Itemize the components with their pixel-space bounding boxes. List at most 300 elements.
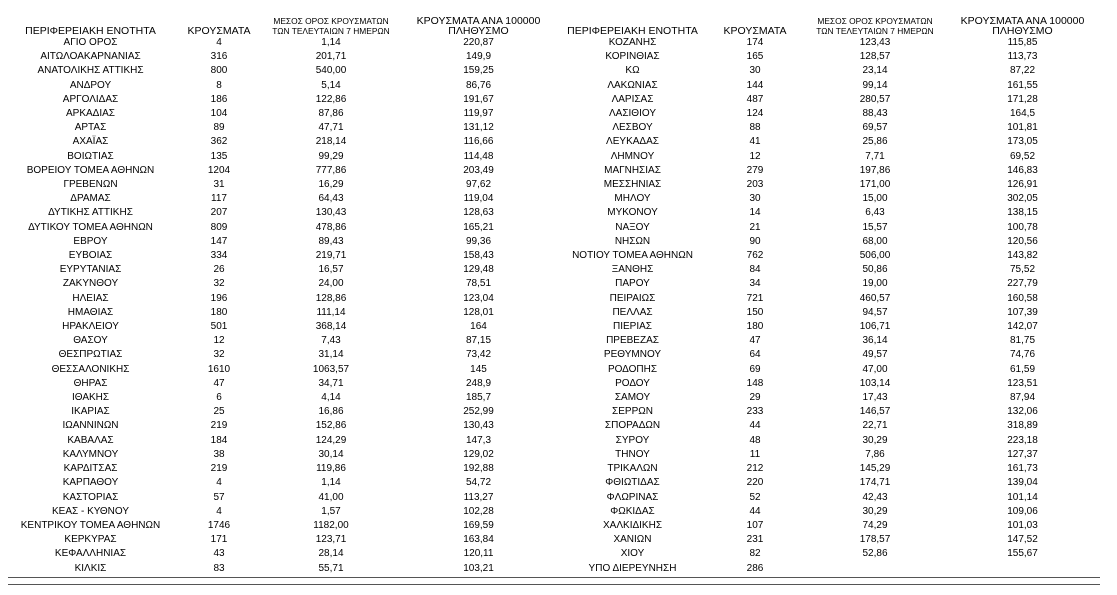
cell-cases: 150 <box>746 306 764 318</box>
header-per100k <box>945 12 1100 36</box>
cell-avg7: 22,71 <box>862 420 888 432</box>
header-avg7-line2: ΤΩΝ ΤΕΛΕΥΤΑΙΩΝ 7 ΗΜΕΡΩΝ <box>272 26 390 36</box>
cell-region: ΔΥΤΙΚΗΣ ΑΤΤΙΚΗΣ <box>48 207 133 219</box>
cell-cases: 171 <box>210 534 228 546</box>
cell-per100k: 87,15 <box>465 335 492 347</box>
table-row <box>8 348 560 362</box>
cell-per100k: 101,81 <box>1007 122 1038 134</box>
cell-region: ΗΛΕΙΑΣ <box>72 292 109 304</box>
cell-region: ΑΓΙΟ ΟΡΟΣ <box>63 37 118 48</box>
table-row <box>560 93 1100 107</box>
cell-region: ΣΑΜΟΥ <box>614 392 651 404</box>
cell-cases: 48 <box>749 434 761 446</box>
cell-region: ΘΑΣΟΥ <box>73 335 108 347</box>
cell-cases: 184 <box>210 434 228 446</box>
cell-per100k: 101,03 <box>1007 519 1038 531</box>
table-row <box>560 263 1100 277</box>
cell-region: ΙΩΑΝΝΙΝΩΝ <box>62 420 119 432</box>
cell-cases: 44 <box>749 420 761 432</box>
cell-per100k: 155,67 <box>1007 548 1038 560</box>
cell-avg7: 178,57 <box>859 534 891 546</box>
cell-avg7: 94,57 <box>862 306 888 318</box>
footer-divider <box>8 577 1100 578</box>
table-row <box>8 178 560 192</box>
cell-cases: 233 <box>746 406 764 418</box>
table-row <box>8 533 560 547</box>
cell-per100k: 54,72 <box>465 477 492 489</box>
table-row <box>560 249 1100 263</box>
cell-cases: 231 <box>746 534 764 546</box>
cell-per100k: 131,12 <box>463 122 494 134</box>
table-row <box>8 192 560 206</box>
cell-region: ΘΕΣΠΡΩΤΙΑΣ <box>58 349 123 361</box>
cell-avg7: 30,29 <box>862 505 888 517</box>
header-cases: ΚΡΟΥΣΜΑΤΑ <box>723 25 787 36</box>
cell-per100k: 114,48 <box>463 150 494 162</box>
cell-per100k: 123,04 <box>463 292 494 304</box>
cell-cases: 207 <box>210 207 228 219</box>
table-row <box>560 50 1100 64</box>
cell-avg7: 87,86 <box>318 108 344 120</box>
cell-avg7: 16,29 <box>318 179 344 191</box>
table-row <box>560 306 1100 320</box>
cell-per100k <box>945 562 1100 576</box>
header-region: ΠΕΡΙΦΕΡΕΙΑΚΗ ΕΝΟΤΗΤΑ <box>567 25 698 36</box>
cell-avg7: 1063,57 <box>312 363 350 375</box>
cell-per100k: 123,51 <box>1007 377 1038 389</box>
cell-region: ΚΑΒΑΛΑΣ <box>67 434 114 446</box>
cell-avg7: 130,43 <box>315 207 347 219</box>
cell-cases: 220 <box>746 477 764 489</box>
cell-region: ΠΑΡΟΥ <box>615 278 650 290</box>
table-row <box>560 221 1100 235</box>
table-row <box>8 462 560 476</box>
table-row <box>560 320 1100 334</box>
cell-cases: 38 <box>213 448 225 460</box>
cell-per100k: 145 <box>470 363 487 375</box>
cell-region: ΘΗΡΑΣ <box>73 377 108 389</box>
cell-cases: 83 <box>213 562 225 574</box>
cell-avg7: 28,14 <box>318 548 344 560</box>
cell-cases: 487 <box>746 93 764 105</box>
cell-avg7: 1,57 <box>321 505 341 517</box>
cell-region: ΛΕΥΚΑΔΑΣ <box>606 136 659 148</box>
cell-per100k: 159,25 <box>463 65 494 77</box>
cell-region: ΔΡΑΜΑΣ <box>70 193 111 205</box>
cell-cases: 196 <box>210 292 228 304</box>
cell-region: ΧΙΟΥ <box>620 548 645 560</box>
cell-avg7: 219,71 <box>315 250 347 262</box>
cell-per100k: 99,36 <box>465 235 492 247</box>
header-per100k-line2: ΠΛΗΘΥΣΜΟ <box>448 25 509 36</box>
cell-per100k: 102,28 <box>463 505 494 517</box>
cell-cases: 25 <box>213 406 225 418</box>
cell-avg7: 31,14 <box>318 349 344 361</box>
table-row <box>560 64 1100 78</box>
cell-avg7: 777,86 <box>315 164 347 176</box>
cell-avg7: 111,14 <box>316 306 346 318</box>
cell-region: ΑΙΤΩΛΟΑΚΑΡΝΑΝΙΑΣ <box>40 51 141 63</box>
cell-per100k: 81,75 <box>1009 335 1036 347</box>
cell-avg7: 540,00 <box>315 65 347 77</box>
cell-per100k: 248,9 <box>465 377 492 389</box>
cell-region: ΜΑΓΝΗΣΙΑΣ <box>604 164 661 176</box>
cell-avg7: 1182,00 <box>313 519 349 531</box>
table-row <box>8 150 560 164</box>
cell-per100k: 143,82 <box>1007 250 1038 262</box>
cell-region: ΙΚΑΡΙΑΣ <box>71 406 110 418</box>
cell-avg7: 1,14 <box>321 37 341 48</box>
cell-region: ΧΑΛΚΙΔΙΚΗΣ <box>603 519 662 531</box>
cell-region: ΦΛΩΡΙΝΑΣ <box>606 491 659 503</box>
cell-avg7: 123,43 <box>859 37 891 48</box>
cell-region: ΛΕΣΒΟΥ <box>612 122 653 134</box>
table-row <box>560 292 1100 306</box>
cell-avg7: 106,71 <box>859 321 891 333</box>
cell-avg7: 64,43 <box>318 193 344 205</box>
table-row <box>8 249 560 263</box>
cell-region: ΚΕΝΤΡΙΚΟΥ ΤΟΜΕΑ ΑΘΗΝΩΝ <box>20 519 161 531</box>
cell-avg7: 103,14 <box>859 377 891 389</box>
header-per100k-line2: ΠΛΗΘΥΣΜΟ <box>992 25 1053 36</box>
cell-per100k: 160,58 <box>1007 292 1038 304</box>
cell-per100k: 164,5 <box>1009 108 1036 120</box>
table-row <box>8 476 560 490</box>
cell-per100k: 158,43 <box>463 250 494 262</box>
table-row <box>8 235 560 249</box>
cell-region: ΜΕΣΣΗΝΙΑΣ <box>603 179 662 191</box>
table-row <box>8 221 560 235</box>
cell-per100k: 109,06 <box>1007 505 1038 517</box>
table-row <box>560 135 1100 149</box>
cell-region: ΕΥΡΥΤΑΝΙΑΣ <box>59 264 122 276</box>
cell-per100k: 120,56 <box>1007 235 1038 247</box>
cell-region: ΜΗΛΟΥ <box>614 193 651 205</box>
cell-per100k: 69,52 <box>1009 150 1036 162</box>
cell-region: ΡΕΘΥΜΝΟΥ <box>603 349 662 361</box>
cell-cases: 212 <box>746 463 764 475</box>
cell-cases: 4 <box>216 477 222 489</box>
cell-per100k: 75,52 <box>1009 264 1036 276</box>
table-row <box>560 419 1100 433</box>
cell-avg7: 23,14 <box>862 65 888 77</box>
cell-per100k: 103,21 <box>463 562 494 574</box>
cases-table-left <box>8 12 560 576</box>
cell-cases: 1610 <box>207 363 231 375</box>
table-row <box>8 391 560 405</box>
cell-per100k: 227,79 <box>1007 278 1038 290</box>
header-avg7-line2: ΤΩΝ ΤΕΛΕΥΤΑΙΩΝ 7 ΗΜΕΡΩΝ <box>816 26 934 36</box>
cell-avg7: 145,29 <box>859 463 891 475</box>
table-row <box>8 419 560 433</box>
cell-per100k: 161,55 <box>1007 79 1038 91</box>
cell-per100k: 161,73 <box>1007 463 1038 475</box>
cell-cases: 12 <box>213 335 225 347</box>
cell-avg7: 123,71 <box>315 534 347 546</box>
cell-avg7: 24,00 <box>318 278 344 290</box>
cell-region: ΛΑΚΩΝΙΑΣ <box>607 79 658 91</box>
cell-cases: 279 <box>746 164 764 176</box>
cell-cases: 721 <box>746 292 764 304</box>
table-row <box>8 263 560 277</box>
cell-avg7: 7,71 <box>865 150 885 162</box>
cell-avg7: 47,71 <box>318 122 344 134</box>
cell-avg7: 89,43 <box>318 235 344 247</box>
cell-per100k: 87,22 <box>1009 65 1036 77</box>
cell-per100k: 169,59 <box>463 519 494 531</box>
table-row <box>560 206 1100 220</box>
cell-region: ΣΥΡΟΥ <box>615 434 650 446</box>
table-row <box>560 434 1100 448</box>
cell-region: ΚΕΡΚΥΡΑΣ <box>64 534 117 546</box>
table-row <box>560 505 1100 519</box>
cell-avg7: 49,57 <box>862 349 888 361</box>
cell-region: ΗΡΑΚΛΕΙΟΥ <box>62 321 119 333</box>
cell-avg7: 25,86 <box>862 136 888 148</box>
cell-cases: 219 <box>210 420 228 432</box>
cell-per100k: 115,85 <box>1007 37 1038 48</box>
header-row <box>8 12 560 36</box>
table-row <box>8 93 560 107</box>
cell-per100k: 113,27 <box>463 491 494 503</box>
cell-avg7: 17,43 <box>862 392 888 404</box>
cell-cases: 44 <box>749 505 761 517</box>
table-row <box>8 547 560 561</box>
cell-per100k: 302,05 <box>1007 193 1038 205</box>
table-row <box>8 320 560 334</box>
cell-cases: 21 <box>749 221 761 233</box>
cell-region: ΚΑΛΥΜΝΟΥ <box>62 448 119 460</box>
cell-cases: 144 <box>746 79 764 91</box>
cell-cases: 84 <box>749 264 761 276</box>
cell-cases: 4 <box>216 505 222 517</box>
table-row <box>560 533 1100 547</box>
cell-cases: 47 <box>749 335 761 347</box>
table-row <box>8 107 560 121</box>
cell-region: ΣΠΟΡΑΔΩΝ <box>604 420 661 432</box>
table-row <box>560 178 1100 192</box>
cell-region: ΕΒΡΟΥ <box>73 235 108 247</box>
cell-region: ΝΟΤΙΟΥ ΤΟΜΕΑ ΑΘΗΝΩΝ <box>572 250 693 262</box>
table-body-left <box>8 36 560 576</box>
cell-cases: 89 <box>213 122 225 134</box>
table-row <box>8 64 560 78</box>
cell-avg7: 280,57 <box>859 93 891 105</box>
cell-cases: 52 <box>749 491 761 503</box>
cell-avg7: 99,14 <box>862 79 888 91</box>
cell-region: ΚΩ <box>625 65 640 77</box>
cell-region: ΑΝΔΡΟΥ <box>69 79 112 91</box>
cell-region: ΑΡΓΟΛΙΔΑΣ <box>62 93 119 105</box>
cell-region: ΒΟΡΕΙΟΥ ΤΟΜΕΑ ΑΘΗΝΩΝ <box>26 164 155 176</box>
cell-cases: 124 <box>746 108 764 120</box>
cell-avg7: 15,00 <box>862 193 888 205</box>
cell-per100k: 139,04 <box>1007 477 1038 489</box>
cell-region: ΒΟΙΩΤΙΑΣ <box>67 150 114 162</box>
cell-cases: 32 <box>213 349 225 361</box>
cell-per100k: 87,94 <box>1009 392 1036 404</box>
cell-cases: 180 <box>210 306 228 318</box>
cell-region: ΕΥΒΟΙΑΣ <box>68 250 113 262</box>
header-avg7-line1: ΜΕΣΟΣ ΟΡΟΣ ΚΡΟΥΣΜΑΤΩΝ <box>273 16 389 26</box>
table-row <box>560 192 1100 206</box>
table-row <box>8 334 560 348</box>
cell-per100k: 147,52 <box>1007 534 1038 546</box>
cell-avg7: 201,71 <box>315 51 347 63</box>
table-row <box>560 107 1100 121</box>
cell-avg7: 30,14 <box>318 448 344 460</box>
cell-per100k: 203,49 <box>463 164 494 176</box>
cell-avg7: 99,29 <box>318 150 344 162</box>
table-row <box>560 363 1100 377</box>
cell-avg7: 42,43 <box>862 491 888 503</box>
cell-per100k: 119,04 <box>463 193 494 205</box>
table-row <box>560 405 1100 419</box>
cell-region: ΘΕΣΣΑΛΟΝΙΚΗΣ <box>51 363 130 375</box>
cell-region: ΗΜΑΘΙΑΣ <box>67 306 114 318</box>
header-region: ΠΕΡΙΦΕΡΕΙΑΚΗ ΕΝΟΤΗΤΑ <box>25 25 156 36</box>
cell-region: ΦΩΚΙΔΑΣ <box>610 505 655 517</box>
cell-per100k: 163,84 <box>463 534 494 546</box>
cell-cases: 800 <box>210 65 228 77</box>
cell-avg7: 34,71 <box>318 377 344 389</box>
cell-per100k: 192,88 <box>463 463 494 475</box>
table-row <box>8 292 560 306</box>
cell-cases: 117 <box>211 193 227 205</box>
cell-avg7: 50,86 <box>862 264 888 276</box>
cell-cases: 362 <box>210 136 228 148</box>
cell-cases: 43 <box>213 548 225 560</box>
cell-per100k: 61,59 <box>1009 363 1036 375</box>
table-row <box>8 363 560 377</box>
cell-avg7: 218,14 <box>315 136 347 148</box>
cell-region: ΠΡΕΒΕΖΑΣ <box>606 335 659 347</box>
cell-per100k: 120,11 <box>463 548 494 560</box>
cell-region: ΚΟΡΙΝΘΙΑΣ <box>605 51 660 63</box>
cell-region: ΑΡΤΑΣ <box>74 122 107 134</box>
header-avg7 <box>265 12 397 36</box>
table-row <box>560 150 1100 164</box>
cell-region: ΤΗΝΟΥ <box>615 448 650 460</box>
cell-per100k: 318,89 <box>1007 420 1038 432</box>
cell-per100k: 101,14 <box>1007 491 1038 503</box>
cell-avg7: 6,43 <box>865 207 885 219</box>
cell-per100k: 252,99 <box>463 406 494 418</box>
cell-region: ΛΑΣΙΘΙΟΥ <box>609 108 656 120</box>
cell-avg7: 15,57 <box>862 221 888 233</box>
table-row <box>8 306 560 320</box>
cell-region: ΦΘΙΩΤΙΔΑΣ <box>605 477 660 489</box>
cell-per100k: 138,15 <box>1007 207 1038 219</box>
cell-cases: 30 <box>749 193 761 205</box>
cell-avg7: 19,00 <box>862 278 888 290</box>
cell-per100k: 142,07 <box>1007 321 1038 333</box>
table-row <box>8 206 560 220</box>
cell-cases: 82 <box>749 548 761 560</box>
cell-region: ΥΠΟ ΔΙΕΡΕΥΝΗΣΗ <box>588 562 677 574</box>
cell-avg7: 47,00 <box>862 363 888 375</box>
cell-cases: 219 <box>210 463 228 475</box>
cell-avg7: 197,86 <box>859 164 891 176</box>
cell-per100k: 132,06 <box>1007 406 1038 418</box>
cell-cases: 174 <box>746 37 764 48</box>
cell-cases: 90 <box>749 235 761 247</box>
table-body-right <box>560 36 1100 576</box>
cell-per100k: 164 <box>470 321 487 333</box>
cell-cases: 69 <box>749 363 761 375</box>
table-row <box>560 79 1100 93</box>
table-row <box>560 547 1100 561</box>
cell-region: ΛΑΡΙΣΑΣ <box>611 93 654 105</box>
table-row <box>560 462 1100 476</box>
table-row <box>8 491 560 505</box>
cell-cases: 30 <box>749 65 761 77</box>
cell-avg7: 55,71 <box>318 562 344 574</box>
cell-cases: 501 <box>210 321 228 333</box>
cell-region: ΛΗΜΝΟΥ <box>610 150 655 162</box>
cell-region: ΧΑΝΙΩΝ <box>613 534 652 546</box>
cell-per100k: 128,01 <box>463 306 494 318</box>
cell-avg7: 36,14 <box>862 335 888 347</box>
cell-avg7: 68,00 <box>862 235 888 247</box>
table-row <box>560 235 1100 249</box>
table-row <box>8 377 560 391</box>
cell-per100k: 173,05 <box>1007 136 1038 148</box>
cell-avg7: 1,14 <box>321 477 341 489</box>
cell-per100k: 165,21 <box>463 221 494 233</box>
table-row <box>560 277 1100 291</box>
cell-avg7: 478,86 <box>315 221 347 233</box>
cell-cases: 180 <box>746 321 764 333</box>
cell-per100k: 223,18 <box>1007 434 1038 446</box>
footer-divider <box>8 584 1100 585</box>
cell-per100k: 185,7 <box>465 392 492 404</box>
cell-cases: 165 <box>746 51 764 63</box>
cell-per100k: 97,62 <box>465 179 492 191</box>
cell-region: ΚΕΦΑΛΛΗΝΙΑΣ <box>54 548 127 560</box>
cell-region: ΚΟΖΑΝΗΣ <box>608 37 657 48</box>
cell-region: ΑΡΚΑΔΙΑΣ <box>66 108 115 120</box>
cell-cases: 34 <box>749 278 761 290</box>
table-row <box>8 434 560 448</box>
cell-per100k: 113,73 <box>1007 51 1038 63</box>
cell-per100k: 128,63 <box>463 207 494 219</box>
table-row <box>560 562 1100 576</box>
cell-avg7: 128,86 <box>315 292 347 304</box>
cell-per100k: 126,91 <box>1007 179 1038 191</box>
cell-cases: 107 <box>746 519 764 531</box>
cell-cases: 809 <box>210 221 228 233</box>
cell-avg7: 124,29 <box>315 434 347 446</box>
cell-cases: 47 <box>213 377 225 389</box>
cell-per100k: 220,87 <box>463 37 494 48</box>
cell-avg7: 16,86 <box>318 406 344 418</box>
table-row <box>560 164 1100 178</box>
cell-avg7: 7,86 <box>865 448 885 460</box>
cell-avg7: 88,43 <box>862 108 888 120</box>
cell-region: ΣΕΡΡΩΝ <box>612 406 653 418</box>
cell-avg7: 122,86 <box>315 93 347 105</box>
cell-cases: 14 <box>749 207 761 219</box>
cell-cases: 11 <box>749 448 761 460</box>
cell-avg7: 4,14 <box>321 392 341 404</box>
cell-avg7: 41,00 <box>318 491 344 503</box>
cell-per100k: 171,28 <box>1007 93 1038 105</box>
cell-cases: 1746 <box>207 519 231 531</box>
table-row <box>560 348 1100 362</box>
cell-region: ΠΕΙΡΑΙΩΣ <box>609 292 656 304</box>
cell-region: ΚΑΡΠΑΘΟΥ <box>62 477 119 489</box>
